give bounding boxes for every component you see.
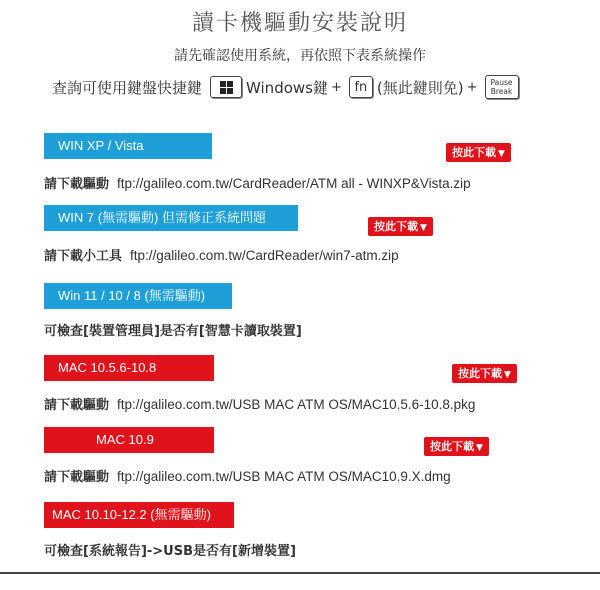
download-button-label: 按此下載 (374, 220, 418, 233)
section-row-win11-10-8 (44, 320, 310, 339)
plus-sign: + (330, 79, 342, 95)
plus-sign: + (466, 79, 478, 95)
fn-key-icon: fn (349, 76, 373, 98)
download-url[interactable]: ftp://galileo.com.tw/CardReader/win7-atm.zip (130, 248, 399, 263)
section-header-winxp-vista: WIN XP / Vista (44, 133, 212, 159)
windows-logo-icon (220, 81, 233, 94)
download-button-label: 按此下載 (458, 367, 502, 380)
download-button-label: 按此下載 (430, 440, 474, 453)
bottom-divider (0, 572, 600, 574)
windows-key-label: Windows鍵 (246, 78, 328, 97)
download-button-label: 按此下載 (452, 146, 496, 159)
section-row-winxp-vista (44, 173, 471, 192)
fn-key-note: (無此鍵則免) (376, 78, 464, 97)
section-row-mac-10-10 (44, 540, 304, 559)
row-label: 請下載驅動 (44, 177, 110, 192)
row-label: 請下載驅動 (44, 398, 110, 413)
download-button-winxp-vista[interactable] (446, 143, 511, 162)
shortcut-instructions (52, 74, 519, 100)
section-header-win7: WIN 7 (無需驅動) 但需修正系統問題 (44, 205, 298, 231)
down-arrow-icon: ▼ (476, 443, 483, 453)
download-url[interactable]: ftp://galileo.com.tw/USB MAC ATM OS/MAC10.9.X.dmg (117, 469, 451, 484)
section-header-mac-10-9: MAC 10.9 (44, 427, 214, 453)
download-button-mac-10-9[interactable] (424, 437, 489, 456)
pause-break-key-icon (485, 75, 519, 99)
section-row-win7 (44, 245, 399, 264)
row-label: 請下載小工具 (44, 249, 123, 264)
pause-key-label: Pause (490, 78, 513, 87)
row-label: 請下載驅動 (44, 470, 110, 485)
download-button-mac-10-5-6[interactable] (452, 364, 517, 383)
download-url[interactable]: ftp://galileo.com.tw/CardReader/ATM all - WINXP&Vista.zip (117, 176, 471, 191)
row-label: 可檢查[系統報告]->USB是否有[新增裝置] (44, 544, 296, 559)
break-key-label: Break (490, 87, 513, 96)
down-arrow-icon: ▼ (420, 223, 427, 233)
section-header-mac-10-5-6: MAC 10.5.6-10.8 (44, 355, 214, 381)
section-row-mac-10-5-6 (44, 394, 475, 413)
download-button-win7[interactable] (368, 217, 433, 236)
down-arrow-icon: ▼ (498, 149, 505, 159)
shortcut-lead-text: 查詢可使用鍵盤快捷鍵 (52, 78, 203, 97)
section-row-mac-10-9 (44, 466, 451, 485)
windows-key-icon (210, 76, 242, 98)
page-title: 讀卡機驅動安裝說明 (191, 11, 408, 36)
section-header-mac-10-10: MAC 10.10-12.2 (無需驅動) (44, 502, 234, 528)
row-label: 可檢查[裝置管理員]是否有[智慧卡讀取裝置] (44, 324, 302, 339)
page-subtitle: 請先確認使用系統，再依照下表系統操作 (174, 48, 426, 64)
section-header-win11-10-8: Win 11 / 10 / 8 (無需驅動) (44, 283, 232, 309)
download-url[interactable]: ftp://galileo.com.tw/USB MAC ATM OS/MAC10.5.6-10.8.pkg (117, 397, 476, 412)
down-arrow-icon: ▼ (504, 370, 511, 380)
